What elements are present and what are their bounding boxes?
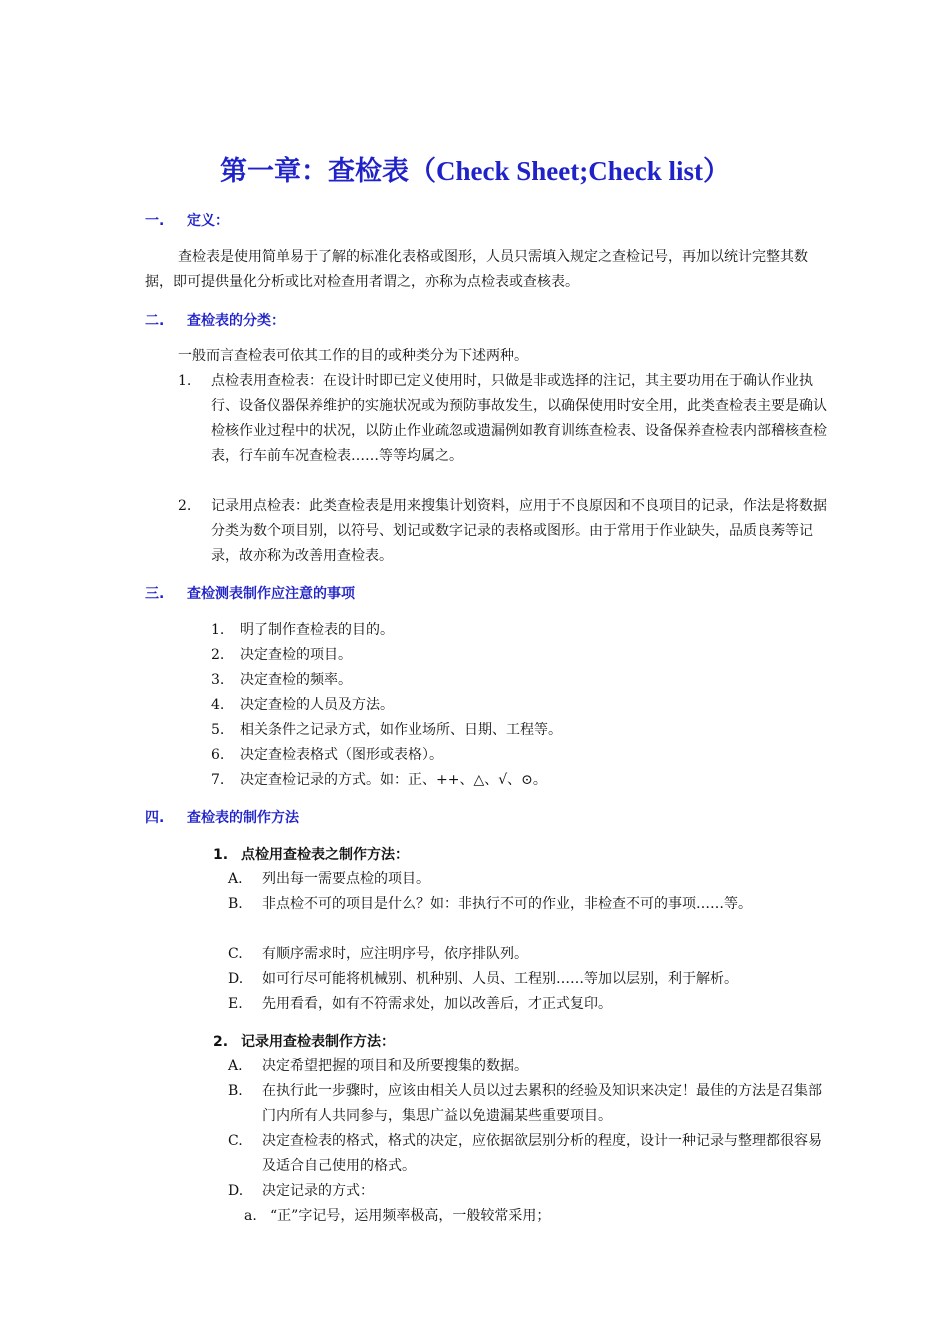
list-item: 非点检不可的项目是什么？如：非执行不可的作业，非检查不可的事项……等。 [262,896,752,912]
subsection-number: 2. [213,1034,229,1050]
subsection-title: 点检用查检表之制作方法： [241,847,409,863]
list-letter: E. [228,996,243,1012]
list-item: 决定查检的频率。 [240,672,352,688]
subsection-1-heading [213,845,409,865]
list-number: 2. [211,647,225,663]
list-item: 列出每一需要点检的项目。 [262,871,430,887]
section-number: 二. [145,313,165,329]
list-item: 相关条件之记录方式，如作业场所、日期、工程等。 [240,722,562,738]
section-number: 一. [145,213,165,229]
list-number: 6. [211,747,225,763]
list-item: 决定查检的人员及方法。 [240,697,394,713]
section-title: 查检表的制作方法 [187,810,299,826]
list-item: 明了制作查检表的目的。 [240,622,394,638]
sub-list-item: “正”字记号，运用频率极高，一般较常采用； [270,1208,551,1224]
section-3-heading [145,584,355,604]
section-number: 三. [145,586,165,602]
list-letter: C. [228,1133,243,1149]
list-item: 决定查检表的格式，格式的决定，应依据欲层别分析的程度，设计一种记录与整理都很容易及适合自己使用的格式。 [262,1133,822,1174]
list-number: 1. [211,622,225,638]
list-item: 在执行此一步骤时，应该由相关人员以过去累积的经验及知识来决定！最佳的方法是召集部门内所有人共同参与，集思广益以免遗漏某些重要项目。 [262,1083,822,1124]
list-item: 决定查检记录的方式。如：正、++、△、√、⊙。 [240,772,547,788]
classification-intro: 一般而言查检表可依其工作的目的或种类分为下述两种。 [178,348,528,364]
list-number: 7. [211,772,225,788]
list-item: 点检表用查检表：在设计时即已定义使用时，只做是非或选择的注记，其主要功用在于确认作业执行、设备仪器保养维护的实施状况或为预防事故发生，以确保使用时安全用，此类查检表主要是确认检核作业过程中的状况，以防止作业疏忽或遗漏例如教育训练查检表、设备保养查检表内部稽核查检表，行车前车况查检表……等等均属之。 [211,373,827,464]
list-number: 3. [211,672,225,688]
list-number: 5. [211,722,225,738]
definition-paragraph: 查检表是使用简单易于了解的标准化表格或图形，人员只需填入规定之查检记号，再加以统计完整其数据，即可提供量化分析或比对检查用者谓之，亦称为点检表或查核表。 [145,249,808,290]
list-number: 2. [178,498,192,514]
list-item: 先用看看，如有不符需求处，加以改善后，才正式复印。 [262,996,612,1012]
section-number: 四. [145,810,165,826]
list-letter: B. [228,896,243,912]
list-letter: A. [228,1058,243,1074]
subsection-2-heading [213,1032,395,1052]
section-2-heading [145,311,285,331]
list-letter: C. [228,946,243,962]
section-title: 定义： [187,213,229,229]
list-letter: D. [228,1183,244,1199]
sub-list-letter: a. [244,1208,257,1224]
list-letter: D. [228,971,244,987]
list-item: 决定记录的方式： [262,1183,374,1199]
list-number: 1. [178,373,192,389]
list-item: 决定查检表格式（图形或表格）。 [240,747,443,763]
section-title: 查检表的分类： [187,313,285,329]
section-1-heading [145,211,229,231]
section-4-heading [145,808,299,828]
chapter-title: 第一章：查检表（Check Sheet;Check list） [220,156,730,186]
list-number: 4. [211,697,225,713]
section-title: 查检测表制作应注意的事项 [187,586,355,602]
list-item: 决定希望把握的项目和及所要搜集的数据。 [262,1058,528,1074]
list-item: 有顺序需求时，应注明序号，依序排队列。 [262,946,528,962]
list-letter: A. [228,871,243,887]
subsection-title: 记录用查检表制作方法： [241,1034,395,1050]
list-item: 记录用点检表：此类查检表是用来搜集计划资料，应用于不良原因和不良项目的记录，作法是将数据分类为数个项目别，以符号、划记或数字记录的表格或图形。由于常用于作业缺失，品质良莠等记录，故亦称为改善用查检表。 [211,498,827,564]
list-item: 如可行尽可能将机械别、机种别、人员、工程别……等加以层别，利于解析。 [262,971,738,987]
list-item: 决定查检的项目。 [240,647,352,663]
list-letter: B. [228,1083,243,1099]
subsection-number: 1. [213,847,229,863]
